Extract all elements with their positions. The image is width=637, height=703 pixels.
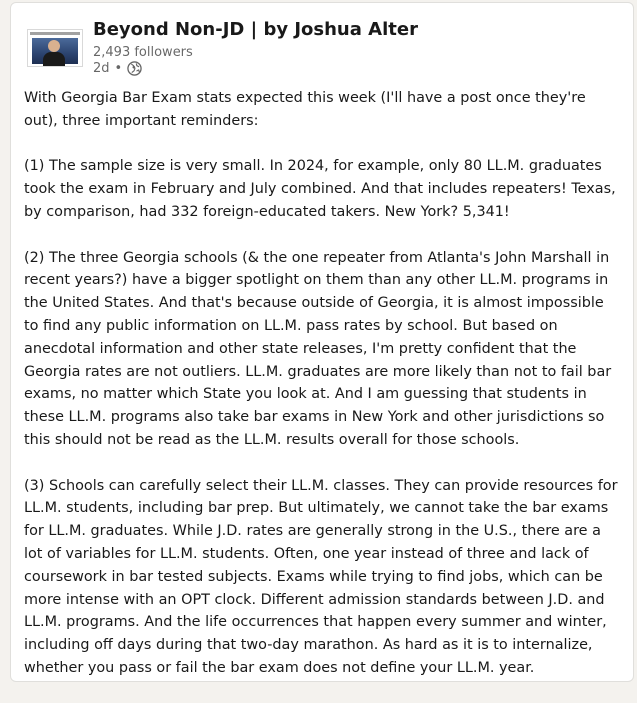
post-header — [25, 17, 615, 79]
logo-caption-strip — [30, 32, 80, 35]
meta-separator: • — [114, 61, 123, 76]
post-body — [24, 87, 622, 703]
post-paragraph-2: (2) The three Georgia schools (& the one repeater from Atlanta's John Marshall in recent years?) have a bigger spotlight on them than any other LL.M. programs in the United States. And that's because outside of Georgia, it is almost impossible to find any public information on LL.M. pass rates by school. But based on anecdotal information and other state releases, I'm pretty confident that the Georgia rates are not outliers. LL.M. graduates are more likely than not to fail bar exams, no matter which State you look at. And I am guessing that students in these LL.M. programs also take bar exams in New York and other jurisdictions so this should not be read as the LL.M. results overall for those schools. — [24, 249, 612, 448]
post-paragraph-intro: With Georgia Bar Exam stats expected this week (I'll have a post once they're out), three important reminders: — [24, 90, 586, 129]
post-age: 2d — [93, 61, 110, 76]
follower-count: 2,493 followers — [93, 45, 193, 60]
author-logo[interactable] — [27, 29, 83, 67]
post-meta — [93, 61, 142, 76]
logo-person-suit — [43, 52, 65, 66]
feed-post-card — [10, 2, 634, 682]
author-name-link[interactable]: Beyond Non-JD | by Joshua Alter — [93, 19, 418, 40]
logo-person-head — [48, 40, 60, 52]
post-paragraph-1: (1) The sample size is very small. In 2024, for example, only 80 LL.M. graduates took the exam in February and July combined. And that includes repeaters! Texas, by comparison, had 332 foreign-educated takers. New York? 5,341! — [24, 158, 616, 220]
post-paragraph-3: (3) Schools can carefully select their LL.M. classes. They can provide resources for LL.M. students, including bar prep. But ultimately, we cannot take the bar exams for LL.M. graduates. While J.D. rates are generally strong in the U.S., there are a lot of variables for LL.M. students. Often, one year instead of three and lack of coursework in bar tested subjects. Exams while trying to find jobs, which can be more intense with an OPT clock. Different admission standards between J.D. and LL.M. programs. And the life occurrences that happen every summer and winter, including off days during that two-day marathon. As hard as it is to internalize, whether you pass or fail the bar exam does not define your LL.M. year. — [24, 477, 618, 676]
globe-icon — [127, 61, 142, 76]
